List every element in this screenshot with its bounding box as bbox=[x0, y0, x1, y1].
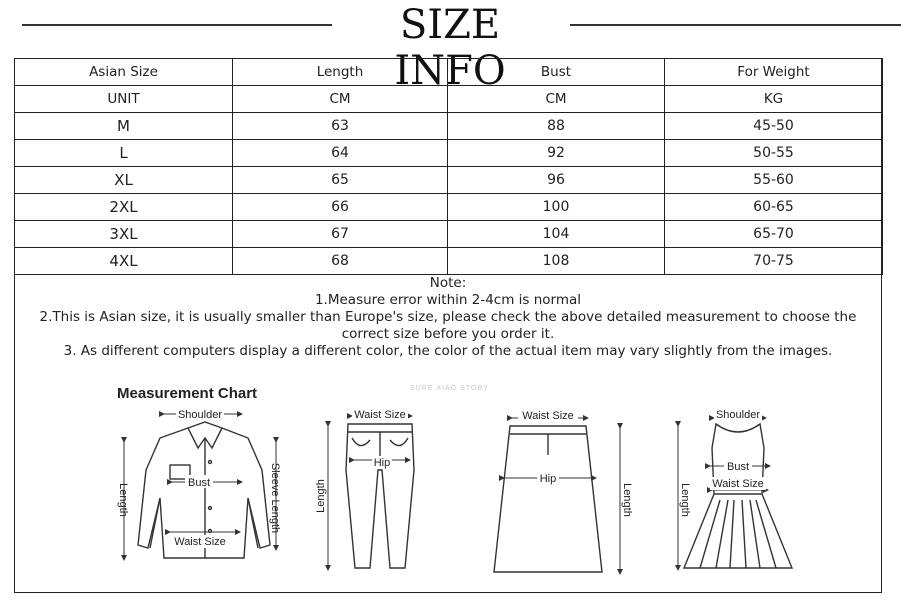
length-cell: 64 bbox=[233, 140, 448, 167]
bust-cell: 96 bbox=[448, 167, 665, 194]
bust-cell: 88 bbox=[448, 113, 665, 140]
unit-cell: UNIT bbox=[15, 86, 233, 113]
size-cell: 4XL bbox=[15, 248, 233, 275]
measurement-chart-title: Measurement Chart bbox=[117, 385, 258, 402]
unit-cell: CM bbox=[233, 86, 448, 113]
header-cell: For Weight bbox=[665, 59, 883, 86]
skirt-waist-label: Waist Size bbox=[522, 410, 574, 422]
shirt-sleeve-label: Sleeve Length bbox=[269, 462, 281, 534]
header-cell: Asian Size bbox=[15, 59, 233, 86]
pants-diagram bbox=[346, 424, 414, 568]
page-title: SIZE INFO bbox=[394, 2, 506, 94]
length-cell: 63 bbox=[233, 113, 448, 140]
unit-cell: CM bbox=[448, 86, 665, 113]
note-heading: Note: bbox=[429, 275, 467, 291]
note-line-2: 2.This is Asian size, it is usually smaller than Europe's size, please check the above detailed measurement to choose the correct size before you order it. bbox=[39, 309, 857, 342]
length-cell: 66 bbox=[233, 194, 448, 221]
dress-shoulder-label: Shoulder bbox=[715, 409, 761, 421]
watermark: SURE XIAO STORY bbox=[410, 385, 489, 392]
weight-cell: 55-60 bbox=[665, 167, 883, 194]
unit-cell: KG bbox=[665, 86, 883, 113]
dress-bust-label: Bust bbox=[726, 461, 750, 473]
weight-cell: 50-55 bbox=[665, 140, 883, 167]
shirt-waist-label: Waist Size bbox=[174, 536, 226, 548]
size-cell: XL bbox=[15, 167, 233, 194]
length-cell: 67 bbox=[233, 221, 448, 248]
bust-cell: 92 bbox=[448, 140, 665, 167]
size-cell: 3XL bbox=[15, 221, 233, 248]
weight-cell: 60-65 bbox=[665, 194, 883, 221]
shirt-shoulder-label: Shoulder bbox=[177, 409, 223, 421]
length-cell: 65 bbox=[233, 167, 448, 194]
size-cell: 2XL bbox=[15, 194, 233, 221]
shirt-bust-label: Bust bbox=[187, 477, 211, 489]
pants-waist-label: Waist Size bbox=[354, 409, 406, 421]
shirt-length-label: Length bbox=[117, 483, 129, 517]
dress-length-label: Length bbox=[679, 483, 691, 517]
dress-waist-label: Waist Size bbox=[712, 478, 764, 490]
pants-length-label: Length bbox=[315, 479, 327, 513]
bust-cell: 104 bbox=[448, 221, 665, 248]
weight-cell: 65-70 bbox=[665, 221, 883, 248]
skirt-length-label: Length bbox=[621, 483, 633, 517]
dress-diagram bbox=[684, 424, 792, 568]
header-cell: Length bbox=[233, 59, 448, 86]
note-line-1: 1.Measure error within 2-4cm is normal bbox=[314, 292, 582, 308]
size-cell: L bbox=[15, 140, 233, 167]
bust-cell: 100 bbox=[448, 194, 665, 221]
skirt-diagram bbox=[494, 426, 602, 572]
length-cell: 68 bbox=[233, 248, 448, 275]
bust-cell: 108 bbox=[448, 248, 665, 275]
size-cell: M bbox=[15, 113, 233, 140]
pants-hip-label: Hip bbox=[373, 457, 391, 469]
weight-cell: 45-50 bbox=[665, 113, 883, 140]
note-line-3: 3. As different computers display a different color, the color of the actual item may vary slightly from the images. bbox=[63, 343, 833, 359]
weight-cell: 70-75 bbox=[665, 248, 883, 275]
skirt-hip-label: Hip bbox=[539, 473, 557, 485]
header-cell: Bust bbox=[448, 59, 665, 86]
